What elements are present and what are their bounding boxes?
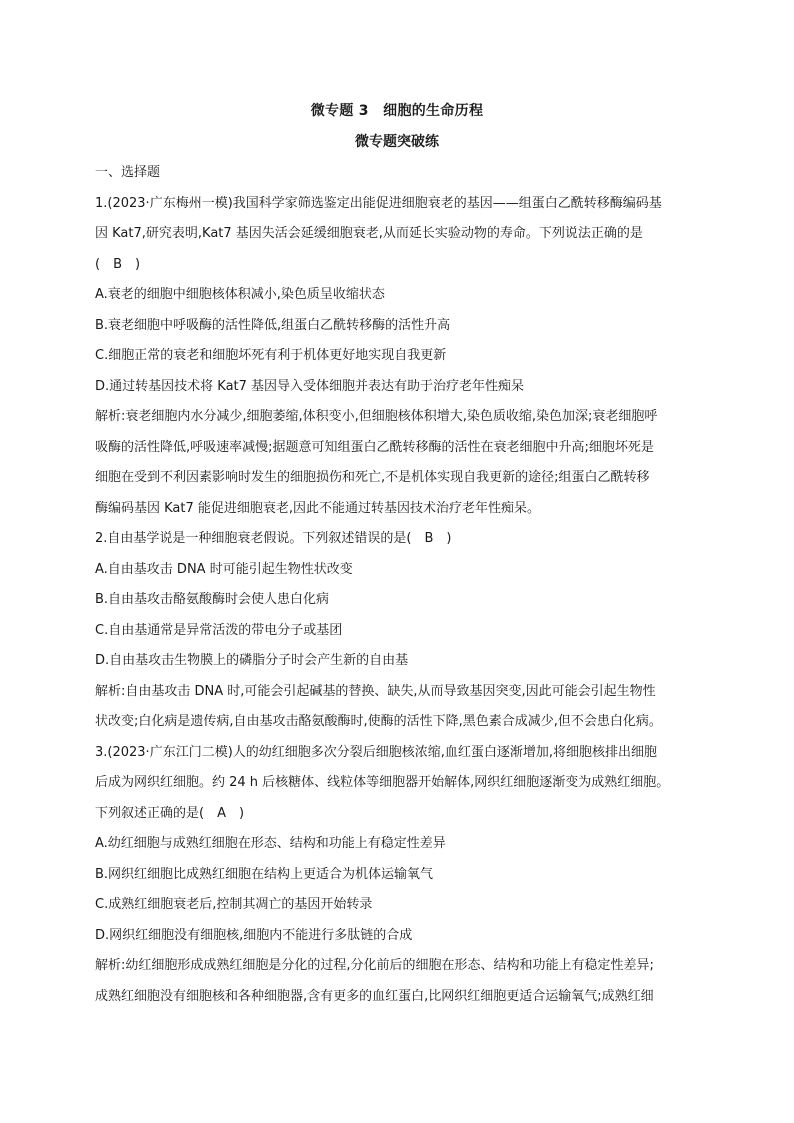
text-line: 细胞在受到不利因素影响时发生的细胞损伤和死亡,不是机体实现自我更新的途径;组蛋白乙酰转移 bbox=[95, 470, 650, 485]
text-line: C.成熟红细胞衰老后,控制其凋亡的基因开始转录 bbox=[95, 897, 373, 912]
text-line: 状改变;白化病是遗传病,自由基攻击酪氨酸酶时,使酶的活性下降,黑色素合成减少,但不会患白化病。 bbox=[95, 714, 662, 729]
text-line: 酶编码基因 Kat7 能促进细胞衰老,因此不能通过转基因技术治疗老年性痴呆。 bbox=[95, 500, 541, 516]
text-line: 成熟红细胞没有细胞核和各种细胞器,含有更多的血红蛋白,比网织红细胞更适合运输氧气;成熟红细 bbox=[95, 988, 654, 1004]
text-line: 解析:自由基攻击 DNA 时,可能会引起碱基的替换、缺失,从而导致基因突变,因此可能会引起生物性 bbox=[95, 683, 656, 699]
page-subtitle: 微专题突破练 bbox=[355, 134, 439, 150]
text-line: 一、选择题 bbox=[95, 165, 161, 180]
text-line: A.衰老的细胞中细胞核体积减小,染色质呈收缩状态 bbox=[95, 287, 385, 302]
text-line: 解析:幼红细胞形成成熟红细胞是分化的过程,分化前后的细胞在形态、结构和功能上有稳定性差异; bbox=[95, 958, 654, 973]
text-line: A.自由基攻击 DNA 时可能引起生物性状改变 bbox=[95, 561, 353, 577]
text-line: 1.(2023·广东梅州一模)我国科学家筛选鉴定出能促进细胞衰老的基因——组蛋白乙酰转移酶编码基 bbox=[95, 195, 662, 211]
text-line: C.细胞正常的衰老和细胞坏死有利于机体更好地实现自我更新 bbox=[95, 348, 447, 363]
text-line: D.自由基攻击生物膜上的磷脂分子时会产生新的自由基 bbox=[95, 653, 409, 668]
text-line: C.自由基通常是异常活泼的带电分子或基团 bbox=[95, 622, 343, 638]
text-line: 解析:衰老细胞内水分减少,细胞萎缩,体积变小,但细胞核体积增大,染色质收缩,染色加深;衰老细胞呼 bbox=[95, 409, 658, 424]
text-line: B.网织红细胞比成熟红细胞在结构上更适合为机体运输氧气 bbox=[95, 866, 434, 882]
page-title: 微专题 3 细胞的生命历程 bbox=[310, 103, 484, 119]
text-line: ( B ) bbox=[95, 256, 141, 272]
text-line: 后成为网织红细胞。约 24 h 后核糖体、线粒体等细胞器开始解体,网织红细胞逐渐变为成熟红细胞。 bbox=[95, 775, 670, 790]
text-line: 2.自由基学说是一种细胞衰老假说。下列叙述错误的是( B ) bbox=[95, 531, 452, 546]
text-line: 3.(2023·广东江门二模)人的幼红细胞多次分裂后细胞核浓缩,血红蛋白逐渐增加,将细胞核排出细胞 bbox=[95, 744, 658, 760]
text-line: 吸酶的活性降低,呼吸速率减慢;据题意可知组蛋白乙酰转移酶的活性在衰老细胞中升高;细胞坏死是 bbox=[95, 439, 654, 455]
text-line: D.通过转基因技术将 Kat7 基因导入受体细胞并表达有助于治疗老年性痴呆 bbox=[95, 378, 525, 394]
text-line: 因 Kat7,研究表明,Kat7 基因失活会延缓细胞衰老,从而延长实验动物的寿命。下列说法正确的是 bbox=[95, 226, 643, 241]
text-line: 下列叙述正确的是( A ) bbox=[95, 805, 245, 821]
text-line: D.网织红细胞没有细胞核,细胞内不能进行多肽链的合成 bbox=[95, 927, 413, 943]
text-line: B.自由基攻击酪氨酸酶时会使人患白化病 bbox=[95, 592, 330, 607]
text-line: B.衰老细胞中呼吸酶的活性降低,组蛋白乙酰转移酶的活性升高 bbox=[95, 317, 451, 333]
text-line: A.幼红细胞与成熟红细胞在形态、结构和功能上有稳定性差异 bbox=[95, 836, 446, 851]
